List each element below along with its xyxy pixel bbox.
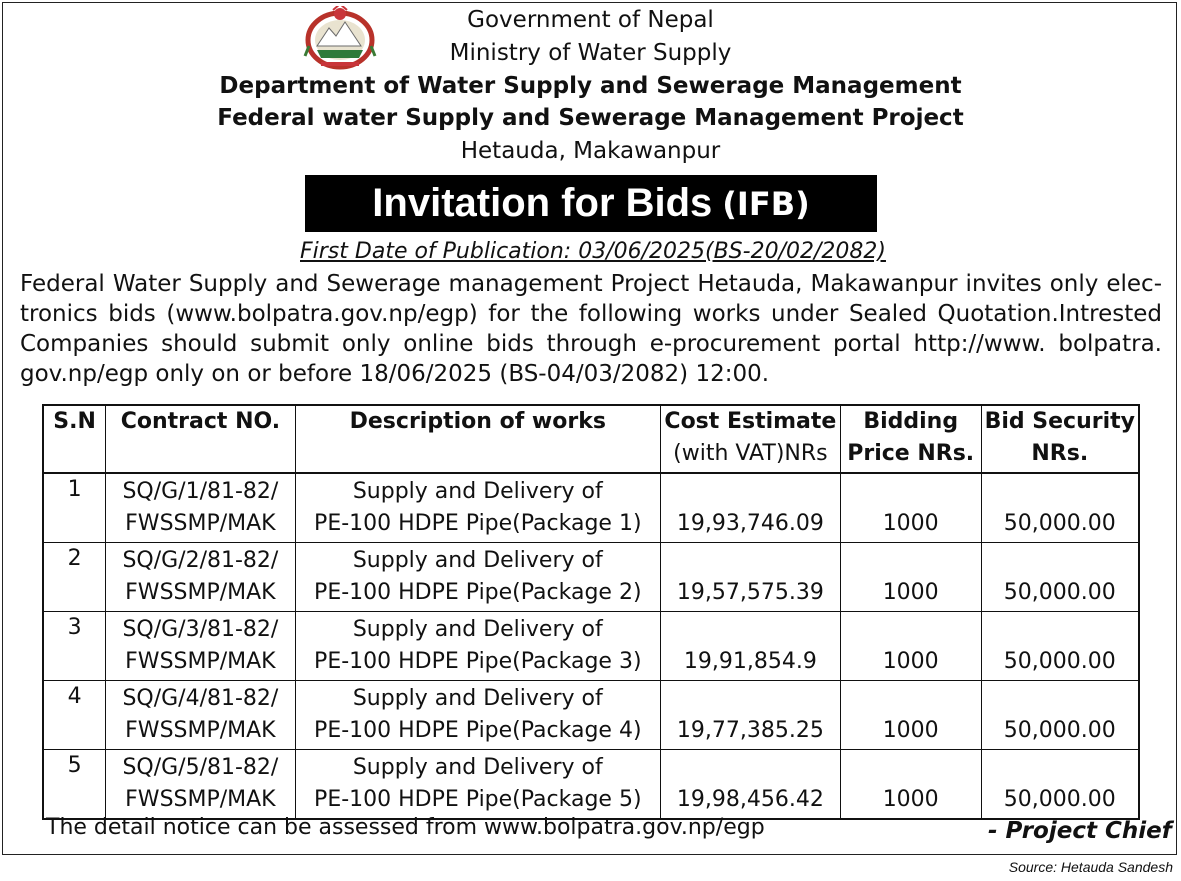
- table-row: [43, 612, 1139, 681]
- body-text-line: gov.np/egp only on or before 18/06/2025 (BS-04/03/2082) 12:00.: [20, 361, 770, 387]
- ifb-title: Invitation for Bids: [372, 181, 713, 225]
- cell-contract: SQ/G/1/81-82/ FWSSMP/MAK: [106, 473, 295, 543]
- cell-sn: 5: [43, 750, 106, 820]
- header-department: Department of Water Supply and Sewerage Management: [219, 73, 962, 99]
- cell-cost: 19,91,854.9: [660, 612, 840, 681]
- cell-sn: 3: [43, 612, 106, 681]
- table-row: [43, 750, 1139, 820]
- cell-cost: 19,93,746.09: [660, 473, 840, 543]
- cell-price: 1000: [840, 612, 981, 681]
- cell-description: Supply and Delivery of PE-100 HDPE Pipe(Package 2): [295, 543, 660, 612]
- header-sn: S.N: [43, 405, 106, 473]
- header-government: Government of Nepal: [467, 7, 714, 33]
- cell-description: Supply and Delivery of PE-100 HDPE Pipe(Package 1): [295, 473, 660, 543]
- ifb-abbreviation: (IFB): [722, 184, 810, 223]
- cell-description: Supply and Delivery of PE-100 HDPE Pipe(Package 3): [295, 612, 660, 681]
- header-ministry: Ministry of Water Supply: [449, 40, 732, 66]
- source-credit: Source: Hetauda Sandesh: [1008, 859, 1173, 875]
- cell-description: Supply and Delivery of PE-100 HDPE Pipe(Package 4): [295, 681, 660, 750]
- signature-project-chief: - Project Chief: [988, 818, 1172, 844]
- cell-cost: 19,57,575.39: [660, 543, 840, 612]
- header-project: Federal water Supply and Sewerage Management Project: [217, 105, 964, 131]
- cell-security: 50,000.00: [981, 750, 1139, 820]
- cell-sn: 2: [43, 543, 106, 612]
- cell-contract: SQ/G/5/81-82/ FWSSMP/MAK: [106, 750, 295, 820]
- header-bid-security: Bid Security NRs.: [981, 405, 1139, 473]
- header-location: Hetauda, Makawanpur: [460, 138, 721, 164]
- cell-security: 50,000.00: [981, 543, 1139, 612]
- table-row: [43, 543, 1139, 612]
- cell-cost: 19,77,385.25: [660, 681, 840, 750]
- cell-contract: SQ/G/2/81-82/ FWSSMP/MAK: [106, 543, 295, 612]
- cell-contract: SQ/G/4/81-82/ FWSSMP/MAK: [106, 681, 295, 750]
- cell-description: Supply and Delivery of PE-100 HDPE Pipe(Package 5): [295, 750, 660, 820]
- header-contract: Contract NO.: [106, 405, 295, 473]
- cell-security: 50,000.00: [981, 473, 1139, 543]
- cell-price: 1000: [840, 750, 981, 820]
- cell-contract: SQ/G/3/81-82/ FWSSMP/MAK: [106, 612, 295, 681]
- body-text-line: Companies should submit only online bids through e-procurement portal http://www. bolpatra.: [20, 331, 1162, 357]
- table-header-row: [43, 405, 1139, 473]
- cell-security: 50,000.00: [981, 612, 1139, 681]
- table-row: [43, 681, 1139, 750]
- cell-sn: 4: [43, 681, 106, 750]
- detail-notice-note: The detail notice can be assessed from www.bolpatra.gov.np/egp: [46, 815, 765, 840]
- publication-date: First Date of Publication: 03/06/2025(BS-20/02/2082): [300, 239, 886, 264]
- body-text-line: tronics bids (www.bolpatra.gov.np/egp) for the following works under Sealed Quotation.Intrested: [20, 301, 1162, 327]
- header-cost-estimate: Cost Estimate (with VAT)NRs: [660, 405, 840, 473]
- cell-cost: 19,98,456.42: [660, 750, 840, 820]
- cell-price: 1000: [840, 473, 981, 543]
- header-description: Description of works: [295, 405, 660, 473]
- cell-sn: 1: [43, 473, 106, 543]
- cell-price: 1000: [840, 543, 981, 612]
- table-row: [43, 473, 1139, 543]
- body-text-line: Federal Water Supply and Sewerage management Project Hetauda, Makawanpur invites only elec-: [20, 271, 1162, 297]
- ifb-banner: [305, 175, 877, 232]
- cell-security: 50,000.00: [981, 681, 1139, 750]
- bids-table: [42, 404, 1140, 820]
- header-bidding-price: Bidding Price NRs.: [840, 405, 981, 473]
- cell-price: 1000: [840, 681, 981, 750]
